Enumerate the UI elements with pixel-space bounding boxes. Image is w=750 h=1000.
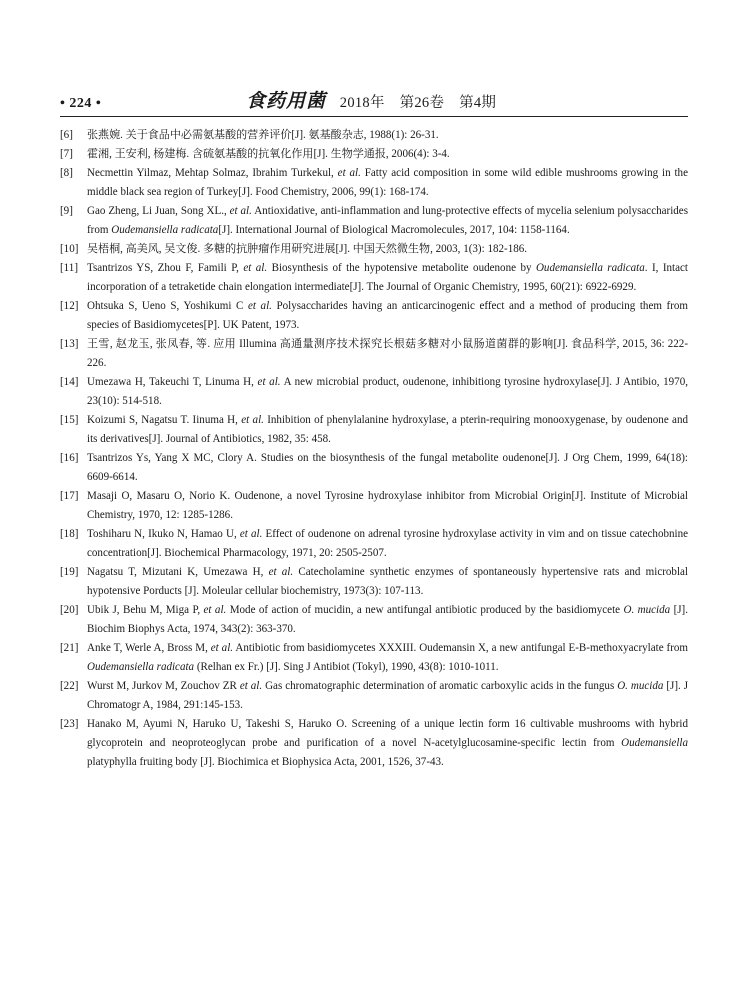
reference-text: Anke T, Werle A, Bross M, [87,642,211,654]
reference-item [60,449,688,487]
reference-italic-text: et al. [248,300,272,312]
reference-text: Nagatsu T, Mizutani K, Umezawa H, [87,566,269,578]
reference-italic-text: et al. [337,167,361,179]
reference-italic-text: et al. [243,262,268,274]
reference-item [60,373,688,411]
reference-text: [J]. Biochim Biophys Acta, 1974, 343(2): 363-370. [87,604,688,635]
reference-text: Umezawa H, Takeuchi T, Linuma H, [87,376,258,388]
reference-item [60,525,688,563]
reference-item [60,240,688,259]
reference-text: Toshiharu N, Ikuko N, Hamao U, [87,528,240,540]
reference-text: [J]. International Journal of Biological Macromolecules, 2017, 104: 1158-1164. [218,224,570,236]
reference-number: [16] [60,452,79,464]
journal-issue: 2018年 第26卷 第4期 [339,95,497,111]
reference-item [60,202,688,240]
journal-masthead [246,86,496,113]
reference-italic-text: et al. [239,680,263,692]
reference-item [60,487,688,525]
reference-italic-text: Oudemansiella [621,737,688,749]
reference-item [60,297,688,335]
reference-italic-text: et al. [268,566,294,578]
reference-text: Inhibition of phenylalanine hydroxylase, a pterin-requiring monooxygenase, by oudenone and its derivatives[J]. Journal of Antibiotics, 1982, 35: 458. [87,414,688,445]
reference-text: Wurst M, Jurkov M, Zouchov ZR [87,680,240,692]
reference-text: Antioxidative, anti-inflammation and lung-protective effects of mycelia selenium polysaccharides from [87,205,688,236]
reference-item [60,335,688,373]
reference-number: [19] [60,566,79,578]
reference-text: Polysaccharides having an anticarcinogenic effect and a method of producing them from species of Basidiomycetes[P]. UK Patent, 1973. [87,300,688,331]
reference-number: [7] [60,148,73,160]
reference-number: [20] [60,604,79,616]
page-number: • 224 • [60,96,102,111]
reference-text: 张燕婉. 关于食品中必需氨基酸的营养评价[J]. 氨基酸杂志, 1988(1): 26-31. [87,129,439,141]
reference-item [60,563,688,601]
reference-item [60,145,688,164]
reference-item [60,639,688,677]
reference-text: (Relhan ex Fr.) [J]. Sing J Antibiot (Tokyl), 1990, 43(8): 1010-1011. [194,661,499,673]
reference-italic-text: Oudemansiella radicata [535,262,645,274]
reference-number: [14] [60,376,79,388]
reference-italic-text: et al. [241,414,264,426]
reference-number: [15] [60,414,79,426]
reference-italic-text: et al. [203,604,227,616]
reference-italic-text: et al. [210,642,234,654]
reference-number: [23] [60,718,79,730]
reference-italic-text: et al. [229,205,252,217]
reference-number: [13] [60,338,79,350]
reference-text: Antibiotic from basidiomycetes XXXIII. Oudemansin X, a new antifungal E-B-methoxyacrylate from [233,642,688,654]
reference-item [60,126,688,145]
reference-italic-text: Oudemansiella radicata [111,224,219,236]
reference-item [60,677,688,715]
reference-item [60,601,688,639]
reference-text: platyphylla fruiting body [J]. Biochimica et Biophysica Acta, 2001, 1526, 37-43. [87,756,444,768]
reference-text: Gas chromatographic determination of aromatic carboxylic acids in the fungus [262,680,618,692]
reference-number: [21] [60,642,79,654]
reference-text: Mode of action of mucidin, a new antifungal antibiotic produced by the basidiomycete [226,604,624,616]
reference-number: [11] [60,262,78,274]
reference-item [60,259,688,297]
reference-number: [17] [60,490,79,502]
reference-italic-text: O. mucida [617,680,664,692]
reference-text: Biosynthesis of the hypotensive metabolite oudenone by [267,262,536,274]
reference-text: 霍湘, 王安利, 杨建梅. 含硫氨基酸的抗氧化作用[J]. 生物学通报, 2006(4): 3-4. [87,148,450,160]
journal-name: 食药用菌 [246,90,327,112]
reference-italic-text: et al. [257,376,281,388]
reference-number: [8] [60,167,73,179]
reference-text: Effect of oudenone on adrenal tyrosine hydroxylase activity in vim and on tissue catechobnine concentration[J]. Biochemical Pharmacology, 1971, 20: 2505-2507. [87,528,689,559]
reference-number: [22] [60,680,79,692]
reference-italic-text: O. mucida [623,604,671,616]
reference-text: 王雪, 赵龙玉, 张凤春, 等. 应用 Illumina 高通量测序技术探究长根菇多糖对小鼠肠道菌群的影响[J]. 食品科学, 2015, 36: 222-226. [87,338,688,369]
reference-italic-text: et al. [239,528,263,540]
reference-list [60,126,688,772]
reference-italic-text: Oudemansiella radicata [87,661,195,673]
reference-number: [6] [60,129,73,141]
reference-text: Necmettin Yilmaz, Mehtap Solmaz, Ibrahim Turkekul, [87,167,338,179]
reference-number: [18] [60,528,79,540]
reference-text: Tsantrizos YS, Zhou F, Famili P, [87,262,244,274]
reference-number: [10] [60,243,79,255]
reference-text: Ubik J, Behu M, Miga P, [87,604,204,616]
reference-text: Masaji O, Masaru O, Norio K. Oudenone, a novel Tyrosine hydroxylase inhibitor from Microbial Origin[J]. Institute of Microbial Chemistry, 1970, 12: 1285-1286. [87,490,688,521]
page-header [60,88,688,117]
reference-text: Fatty acid composition in some wild edible mushrooms growing in the middle black sea region of Turkey[J]. Food Chemistry, 2006, 99(1): 168-174. [87,167,688,198]
reference-number: [9] [60,205,73,217]
reference-text: Gao Zheng, Li Juan, Song XL., [87,205,230,217]
reference-text: . I, Intact incorporation of a tetraketide chain elongation intermediate[J]. The Journal of Organic Chemistry, 1995, 60(21): 6922-6929. [87,262,688,293]
reference-item [60,715,688,772]
reference-item [60,164,688,202]
reference-text: Koizumi S, Nagatsu T. Iinuma H, [87,414,242,426]
reference-text: Ohtsuka S, Ueno S, Yoshikumi C [87,300,248,312]
reference-number: [12] [60,300,79,312]
reference-text: Catecholamine synthetic enzymes of spontaneously hypertensive rats and microblal hypotensive Porducts [J]. Moleular cellular biochemistry, 1973(3): 107-113. [87,566,688,597]
reference-text: Hanako M, Ayumi N, Haruko U, Takeshi S, Haruko O. Screening of a unique lectin form 16 cultivable mushrooms with hybrid glycoprotein and neoproteoglycan probe and purification of a novel N-acetylglucosamine-specific lectin from [87,718,688,749]
reference-text: Tsantrizos Ys, Yang X MC, Clory A. Studies on the biosynthesis of the fungal metabolite oudenone[J]. J Org Chem, 1999, 64(18): 6609-6614. [87,452,688,483]
reference-item [60,411,688,449]
reference-text: 吴梧桐, 高美风, 吴文俊. 多糖的抗肿瘤作用研究进展[J]. 中国天然微生物, 2003, 1(3): 182-186. [87,243,528,255]
reference-text: A new microbial product, oudenone, inhibitiong tyrosine hydroxylase[J]. J Antibio, 1970, 23(10): 514-518. [87,376,688,407]
reference-text: [J]. J Chromatogr A, 1984, 291:145-153. [87,680,689,711]
